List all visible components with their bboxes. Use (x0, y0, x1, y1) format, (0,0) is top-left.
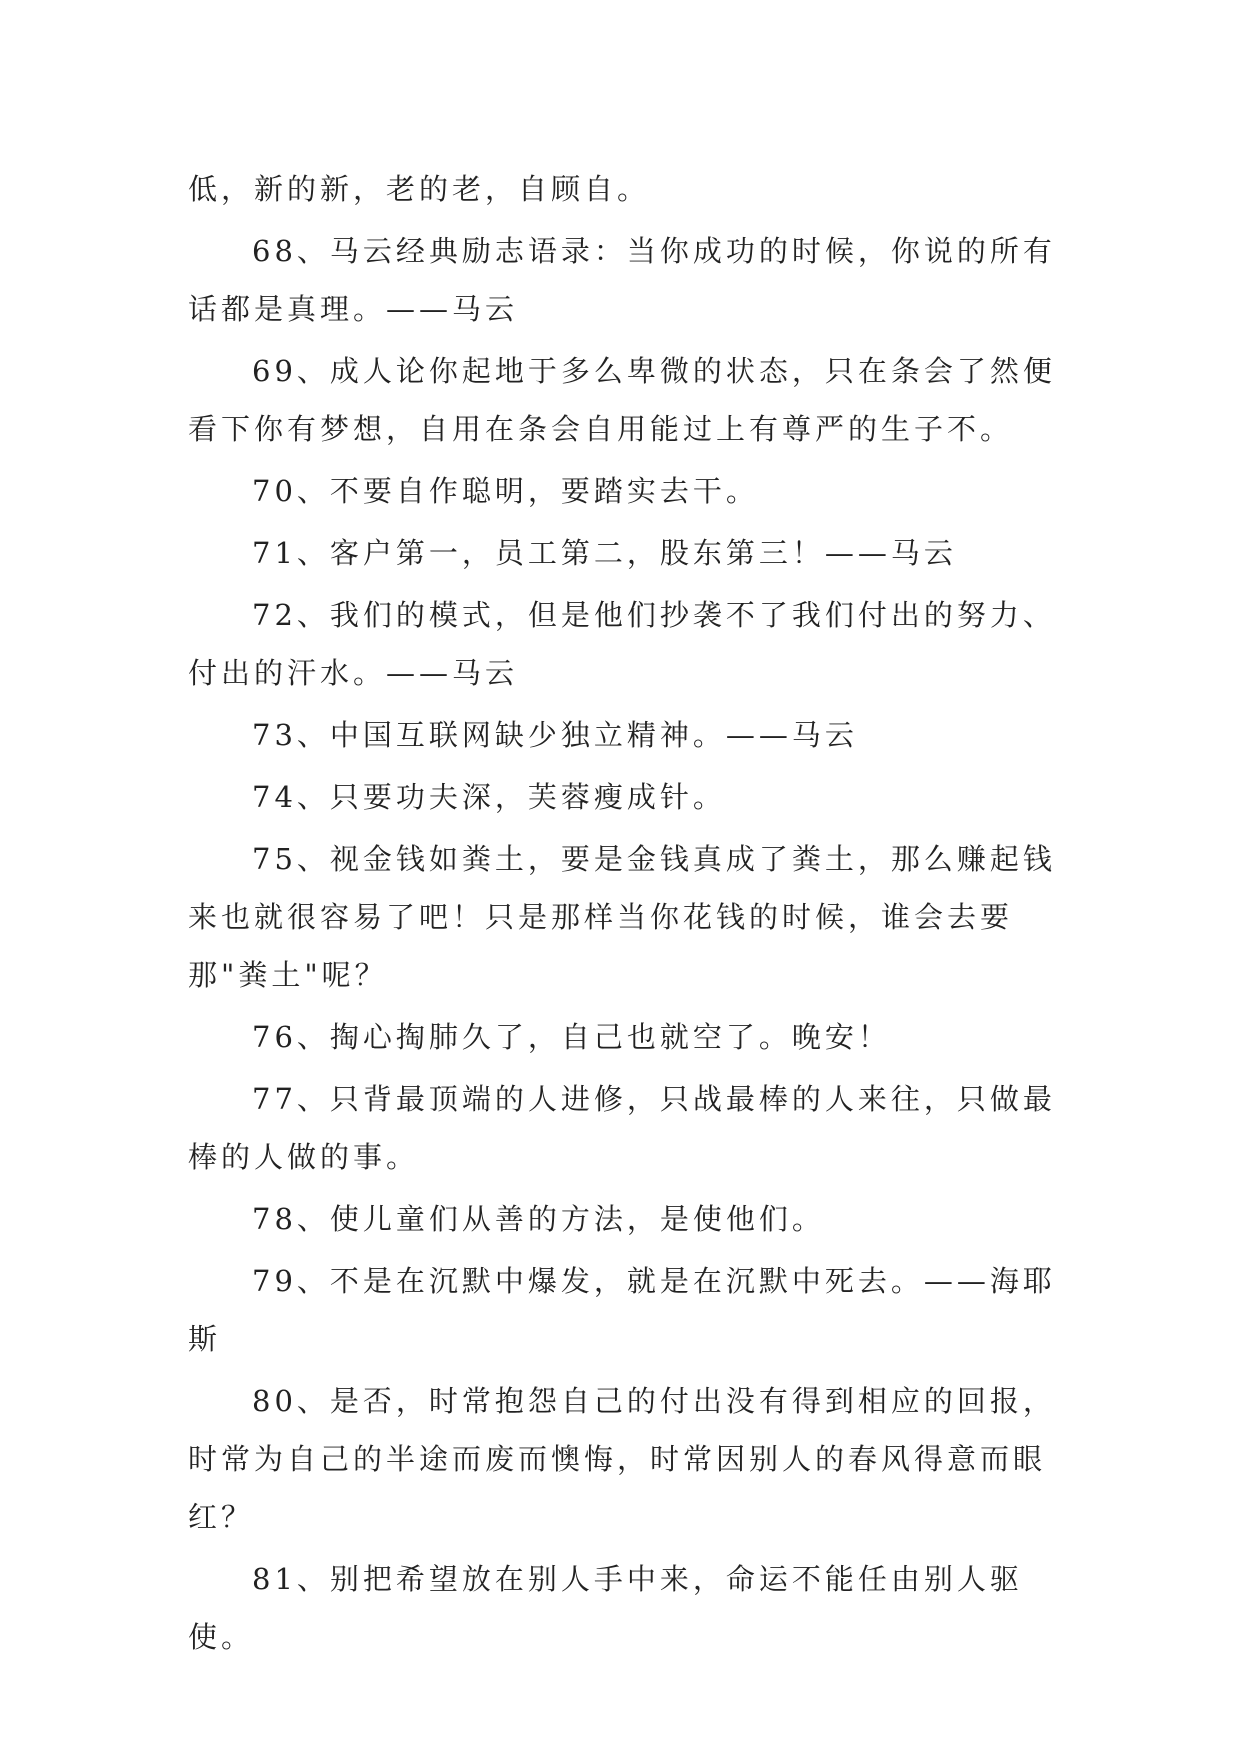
paragraph-69: 69、成人论你起地于多么卑微的状态，只在条会了然便看下你有梦想，自用在条会自用能过上有尊严的生子不。 (188, 354, 1056, 446)
paragraph-75: 75、视金钱如粪土，要是金钱真成了粪土，那么赚起钱来也就很容易了吧！只是那样当你花钱的时候，谁会去要那"粪土"呢？ (188, 842, 1056, 992)
paragraph-72: 72、我们的模式，但是他们抄袭不了我们付出的努力、付出的汗水。——马云 (188, 598, 1056, 690)
paragraph-80: 80、是否，时常抱怨自己的付出没有得到相应的回报，时常为自己的半途而废而懊悔，时常因别人的春风得意而眼红？ (188, 1384, 1056, 1534)
paragraph-71: 71、客户第一，员工第二，股东第三！——马云 (252, 536, 957, 570)
paragraph-79: 79、不是在沉默中爆发，就是在沉默中死去。——海耶斯 (188, 1264, 1056, 1356)
paragraph-68: 68、马云经典励志语录：当你成功的时候，你说的所有话都是真理。——马云 (188, 234, 1056, 326)
paragraph-67-continuation: 低，新的新，老的老，自顾自。 (188, 172, 651, 206)
paragraph-74: 74、只要功夫深，芙蓉瘦成针。 (252, 780, 726, 814)
document-body (188, 160, 1068, 1670)
paragraph-78: 78、使儿童们从善的方法，是使他们。 (252, 1202, 825, 1236)
paragraph-70: 70、不要自作聪明，要踏实去干。 (252, 474, 759, 508)
paragraph-73: 73、中国互联网缺少独立精神。——马云 (252, 718, 858, 752)
paragraph-76: 76、掏心掏肺久了，自己也就空了。晚安！ (252, 1020, 891, 1054)
paragraph-77: 77、只背最顶端的人进修，只战最棒的人来往，只做最棒的人做的事。 (188, 1082, 1056, 1174)
paragraph-81: 81、别把希望放在别人手中来，命运不能任由别人驱使。 (188, 1562, 1023, 1654)
